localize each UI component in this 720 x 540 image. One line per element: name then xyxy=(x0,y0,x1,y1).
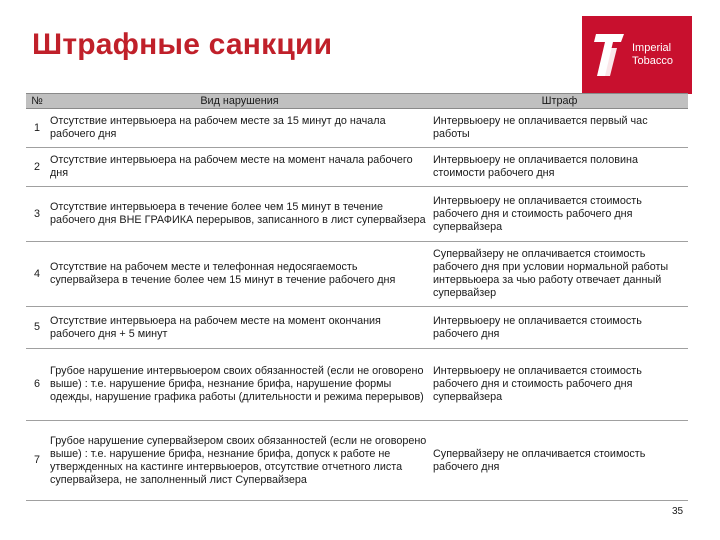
row-violation: Отсутствие интервьюера на рабочем месте на момент окончания рабочего дня + 5 минут xyxy=(48,307,431,349)
table-row xyxy=(26,187,688,242)
row-num: 3 xyxy=(26,187,48,242)
row-num: 5 xyxy=(26,307,48,349)
row-violation: Грубое нарушение интервьюером своих обязанностей (если не оговорено выше) : т.е. нарушение брифа, незнание брифа, нарушение формы одежды, нарушение графика работы (длительности и режима перерывов) xyxy=(48,349,431,421)
row-violation: Отсутствие интервьюера на рабочем месте за 15 минут до начала рабочего дня xyxy=(48,109,431,148)
logo-line-2: Tobacco xyxy=(632,55,673,67)
page-title: Штрафные санкции xyxy=(32,28,333,61)
table-row xyxy=(26,307,688,349)
row-penalty: Интервьюеру не оплачивается стоимость рабочего дня и стоимость рабочего дня супервайзера xyxy=(431,349,688,421)
header-penalty: Штраф xyxy=(431,94,688,109)
row-num: 7 xyxy=(26,421,48,501)
penalties-table xyxy=(26,93,688,501)
header-violation: Вид нарушения xyxy=(48,94,431,109)
row-num: 4 xyxy=(26,242,48,307)
table-row xyxy=(26,148,688,187)
row-penalty: Супервайзеру не оплачивается стоимость рабочего дня при условии нормальной работы интервьюера за чью работу отвечает данный супервайзер xyxy=(431,242,688,307)
row-penalty: Интервьюеру не оплачивается стоимость рабочего дня и стоимость рабочего дня супервайзера xyxy=(431,187,688,242)
row-penalty: Интервьюеру не оплачивается первый час работы xyxy=(431,109,688,148)
row-violation: Грубое нарушение супервайзером своих обязанностей (если не оговорено выше) : т.е. нарушение брифа, незнание брифа, допуск к работе не утвержденных на кастинге интервьюеров, отсутствие отчетного листа супервайзера, не заполненный лист Супервайзера xyxy=(48,421,431,501)
imperial-tobacco-logo xyxy=(582,16,692,94)
table-row xyxy=(26,242,688,307)
logo-text xyxy=(632,42,673,68)
page-number: 35 xyxy=(672,506,684,517)
row-penalty: Интервьюеру не оплачивается половина стоимости рабочего дня xyxy=(431,148,688,187)
table-row xyxy=(26,349,688,421)
table-row xyxy=(26,421,688,501)
row-penalty: Интервьюеру не оплачивается стоимость рабочего дня xyxy=(431,307,688,349)
row-penalty: Супервайзеру не оплачивается стоимость рабочего дня xyxy=(431,421,688,501)
row-num: 1 xyxy=(26,109,48,148)
imperial-tobacco-emblem-icon xyxy=(590,28,630,82)
header-num: № xyxy=(26,94,48,109)
row-violation: Отсутствие интервьюера на рабочем месте на момент начала рабочего дня xyxy=(48,148,431,187)
table-header-row xyxy=(26,94,688,109)
row-num: 2 xyxy=(26,148,48,187)
table-row xyxy=(26,109,688,148)
logo-line-1: Imperial xyxy=(632,42,672,54)
row-violation: Отсутствие интервьюера в течение более чем 15 минут в течение рабочего дня ВНЕ ГРАФИКА перерывов, записанного в лист супервайзера xyxy=(48,187,431,242)
row-num: 6 xyxy=(26,349,48,421)
row-violation: Отсутствие на рабочем месте и телефонная недосягаемость супервайзера в течение более чем 15 минут в течение рабочего дня xyxy=(48,242,431,307)
